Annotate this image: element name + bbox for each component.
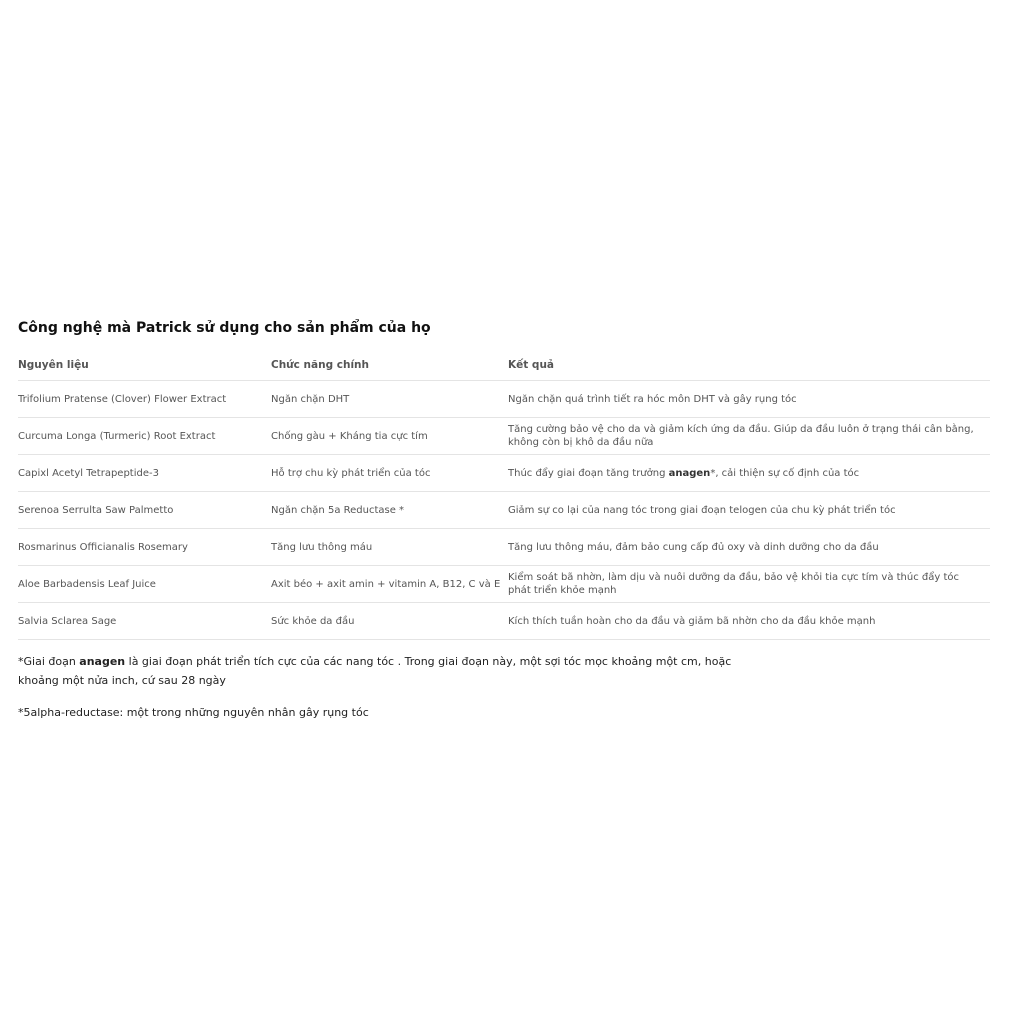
function-cell: Ngăn chặn 5a Reductase * xyxy=(271,492,508,529)
result-cell: Kích thích tuần hoàn cho da đầu và giảm bã nhờn cho da đầu khỏe mạnh xyxy=(508,603,990,640)
table-row xyxy=(18,418,990,455)
result-emphasis: anagen xyxy=(668,467,711,479)
function-cell: Ngăn chặn DHT xyxy=(271,381,508,418)
function-cell: Sức khỏe da đầu xyxy=(271,603,508,640)
section-title: Công nghệ mà Patrick sử dụng cho sản phẩm của họ xyxy=(18,320,431,336)
result-cell xyxy=(508,455,990,492)
footnote-anagen xyxy=(18,652,748,690)
result-cell: Ngăn chặn quá trình tiết ra hóc môn DHT và gây rụng tóc xyxy=(508,381,990,418)
function-cell: Hỗ trợ chu kỳ phát triển của tóc xyxy=(271,455,508,492)
footnote-emphasis: anagen xyxy=(79,655,126,668)
footnote-text: là giai đoạn phát triển tích cực của các nang tóc . Trong giai đoạn này, một sợi tóc mọc khoảng một cm, hoặc khoảng một nửa inch, cứ sau 28 ngày xyxy=(18,655,732,687)
function-cell: Axit béo + axit amin + vitamin A, B12, C và E xyxy=(271,566,508,603)
footnotes xyxy=(18,652,990,722)
ingredients-section xyxy=(18,318,990,722)
table-row xyxy=(18,492,990,529)
footnote-reductase: *5alpha-reductase: một trong những nguyên nhân gây rụng tóc xyxy=(18,706,369,719)
ingredient-cell: Rosmarinus Officianalis Rosemary xyxy=(18,529,271,566)
ingredient-cell: Trifolium Pratense (Clover) Flower Extract xyxy=(18,381,271,418)
footnote-text: *Giai đoạn xyxy=(18,655,80,668)
table-header-row xyxy=(18,350,990,381)
result-cell: Tăng lưu thông máu, đảm bảo cung cấp đủ oxy và dinh dưỡng cho da đầu xyxy=(508,529,990,566)
result-cell: Kiểm soát bã nhờn, làm dịu và nuôi dưỡng da đầu, bảo vệ khỏi tia cực tím và thúc đẩy tóc phát triển khỏe mạnh xyxy=(508,566,990,603)
header-function: Chức năng chính xyxy=(271,350,508,381)
ingredient-cell: Aloe Barbadensis Leaf Juice xyxy=(18,566,271,603)
function-cell: Chống gàu + Kháng tia cực tím xyxy=(271,418,508,455)
ingredient-cell: Salvia Sclarea Sage xyxy=(18,603,271,640)
table-row xyxy=(18,566,990,603)
function-cell: Tăng lưu thông máu xyxy=(271,529,508,566)
result-text: *, cải thiện sự cố định của tóc xyxy=(710,467,860,479)
table-row xyxy=(18,603,990,640)
header-ingredient: Nguyên liệu xyxy=(18,350,271,381)
table-row xyxy=(18,455,990,492)
ingredient-cell: Capixl Acetyl Tetrapeptide-3 xyxy=(18,455,271,492)
result-cell: Giảm sự co lại của nang tóc trong giai đoạn telogen của chu kỳ phát triển tóc xyxy=(508,492,990,529)
ingredient-cell: Curcuma Longa (Turmeric) Root Extract xyxy=(18,418,271,455)
result-text: Thúc đẩy giai đoạn tăng trưởng xyxy=(508,467,669,479)
header-result: Kết quả xyxy=(508,350,990,381)
table-row xyxy=(18,381,990,418)
ingredients-table xyxy=(18,350,990,640)
result-cell: Tăng cường bảo vệ cho da và giảm kích ứng da đầu. Giúp da đầu luôn ở trạng thái cân bằng, không còn bị khô da đầu nữa xyxy=(508,418,990,455)
table-row xyxy=(18,529,990,566)
ingredient-cell: Serenoa Serrulta Saw Palmetto xyxy=(18,492,271,529)
